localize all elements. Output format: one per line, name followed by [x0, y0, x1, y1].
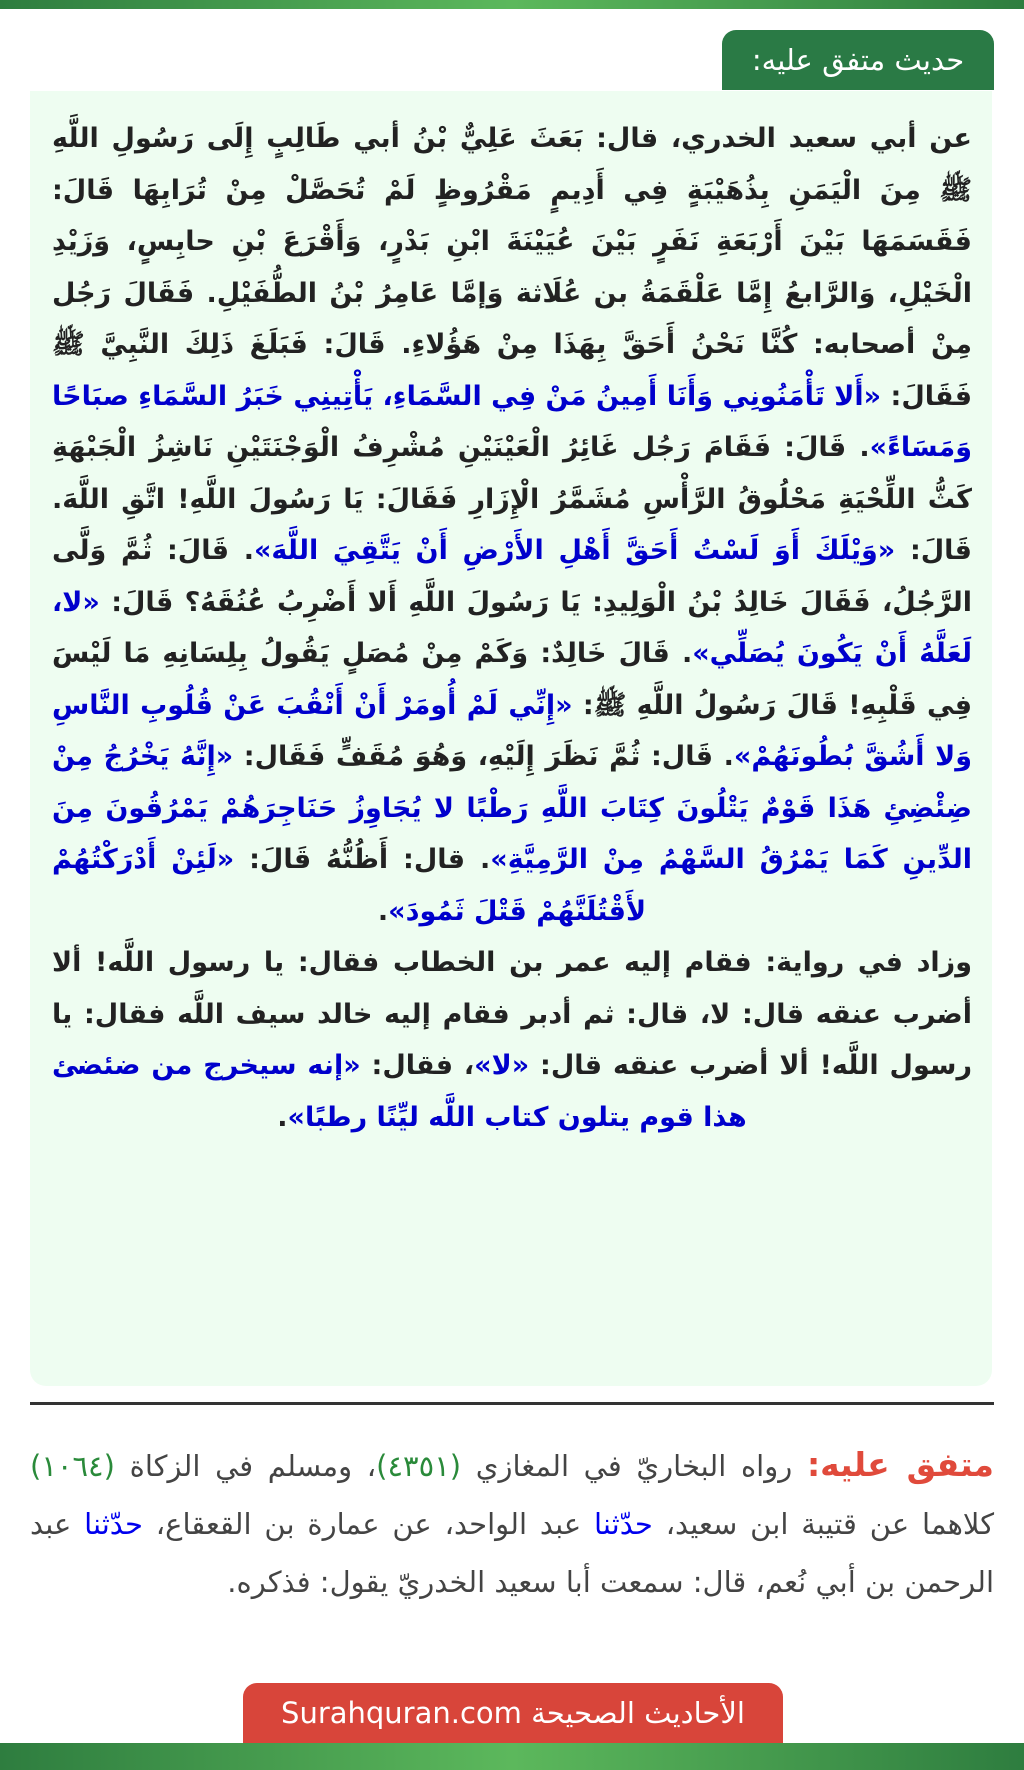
additional-narration — [52, 937, 972, 1143]
source-text: رواه البخاريّ في المغازي — [461, 1449, 807, 1483]
hadith-box — [30, 91, 992, 1386]
source-reference — [30, 1436, 994, 1611]
prophet-quote: «لَئِنْ أَدْرَكْتُهُمْ لأَقْتُلَنَّهُمْ قَتْلَ ثَمُودَ» — [52, 844, 647, 927]
narration-text: . قال: أَظُنُّهُ قَالَ: — [234, 844, 491, 875]
source-text: عبد الواحد، عن عمارة بن القعقاع، — [142, 1507, 595, 1541]
prophet-quote: «أَلا تَأْمَنُونِي وَأَنَا أَمِينُ مَنْ فِي السَّمَاءِ، يَأْتِينِي خَبَرُ السَّمَاءِ صبَاحًا وَمَسَاءً» — [52, 380, 972, 463]
narration-link[interactable]: حدّثنا — [84, 1507, 143, 1541]
prophet-quote: «إِنَّهُ يَخْرُجُ مِنْ ضِئْضِئِ هَذَا قَوْمٌ يَتْلُونَ كِتَابَ اللَّهِ رَطْبًا لا يُجَاوِزُ حَنَاجِرَهُمْ يَمْرُقُونَ مِنَ الدِّينِ كَمَا يَمْرُقُ السَّهْمُ مِنْ الرَّمِيَّةِ» — [52, 741, 972, 875]
top-bar — [0, 0, 1024, 9]
narration-text: ، فقال: — [360, 1050, 475, 1081]
narration-text: . — [377, 895, 389, 927]
narration-text: . قَالَ: فَقَامَ رَجُل غَائِرُ الْعَيْنَيْنِ مُشْرِفُ الْوَجْنَتَيْنِ نَاشِزُ الْجَبْهَةِ كَثُّ اللِّحْيَةِ مَحْلُوقُ الرَّأْسِ مُشَمَّرُ الْإِزَارِ فَقَالَ: يَا رَسُولَ اللَّهِ! اتَّقِ اللَّهَ. قَالَ: — [52, 432, 972, 566]
prophet-quote: «لا» — [474, 1050, 530, 1081]
narration-text: . قَالَ خَالِدٌ: وَكَمْ مِنْ مُصَلٍ يَقُولُ بِلِسَانِهِ مَا لَيْسَ فِي قَلْبِهِ! قَالَ رَسُولُ اللَّهِ ﷺ: — [52, 638, 972, 721]
narration-text: عن أبي سعيد الخدري، قال: بَعَثَ عَلِيٌّ بْنُ أبي طَالِبٍ إِلَى رَسُولِ اللَّهِ ﷺ مِنَ الْيَمَنِ بِذُهَيْبَةٍ فِي أَدِيمٍ مَقْرُوظٍ لَمْ تُحَصَّلْ مِنْ تُرَابِهَا قَالَ: فَقَسَمَهَا بَيْنَ أَرْبَعَةِ نَفَرٍ بَيْنَ عُيَيْنَةَ ابْنِ بَدْرٍ، وَأَقْرَعَ بْنِ حابِسٍ، وَزَيْدِ الْخَيْلِ، وَالرَّابعُ إِمَّا عَلْقَمَةُ بن عُلَاثة وَإمَّا عَامِرُ بْنُ الطُّفَيْلِ. فَقَالَ رَجُل مِنْ أصحابه: كُنَّا نَحْنُ أَحَقَّ بِهَذَا مِنْ هَؤُلاءِ. قَالَ: فَبَلَغَ ذَلِكَ النَّبِيَّ ﷺ فَقَالَ: — [52, 123, 972, 412]
divider — [30, 1402, 994, 1405]
hadith-number: (١٠٦٤) — [30, 1449, 115, 1483]
narration-text: . قَالَ: ثُمَّ وَلَّى الرَّجُلُ، فَقَالَ خَالِدُ بْنُ الْوَلِيدِ: يَا رَسُولَ اللَّهِ أَلا أَضْرِبُ عُنُقَهُ؟ قَالَ: — [52, 535, 972, 618]
section-tag: حديث متفق عليه: — [722, 30, 994, 90]
prophet-quote: «وَيْلَكَ أَوَ لَسْتُ أَحَقَّ أَهْلِ الأَرْضِ أَنْ يَتَّقِيَ اللَّهَ» — [253, 535, 896, 566]
prophet-quote: «إنه سيخرج من ضئضئ هذا قوم يتلون كتاب اللَّه ليِّنًا رطبًا» — [52, 1050, 747, 1133]
source-label: متفق عليه: — [806, 1445, 994, 1484]
narration-link[interactable]: حدّثنا — [594, 1507, 653, 1541]
narration-text: . قَال: ثُمَّ نَظَرَ إِلَيْهِ، وَهُوَ مُقَفٍّ فَقَال: — [233, 741, 734, 772]
bottom-bar — [0, 1743, 1024, 1770]
source-text: ، ومسلم في الزكاة — [114, 1449, 377, 1483]
source-text: كلاهما عن قتيبة ابن سعيد، — [652, 1507, 994, 1541]
narration-text: وزاد في رواية: فقام إليه عمر بن الخطاب فقال: يا رسول اللَّه! ألا أضرب عنقه قال: لا، قال: ثم أدبر فقام إليه خالد سيف اللَّه فقال: يا رسول اللَّه! ألا أضرب عنقه قال: — [52, 947, 973, 1081]
prophet-quote: «إِنِّي لَمْ أُومَرْ أَنْ أَنْقُبَ عَنْ قُلُوبِ النَّاسِ وَلا أَشُقَّ بُطُونَهُمْ» — [52, 689, 972, 772]
narration-text: . — [277, 1101, 288, 1133]
prophet-quote: «لا، لَعَلَّهُ أَنْ يَكُونَ يُصَلِّي» — [52, 586, 972, 669]
hadith-text — [52, 113, 972, 937]
site-brand-button[interactable]: الأحاديث الصحيحة Surahquran.com — [243, 1683, 783, 1743]
source-text: عبد الرحمن بن أبي نُعم، قال: سمعت أبا سعيد الخدريّ يقول: فذكره. — [30, 1507, 994, 1599]
hadith-number: (٤٣٥١) — [376, 1449, 462, 1483]
